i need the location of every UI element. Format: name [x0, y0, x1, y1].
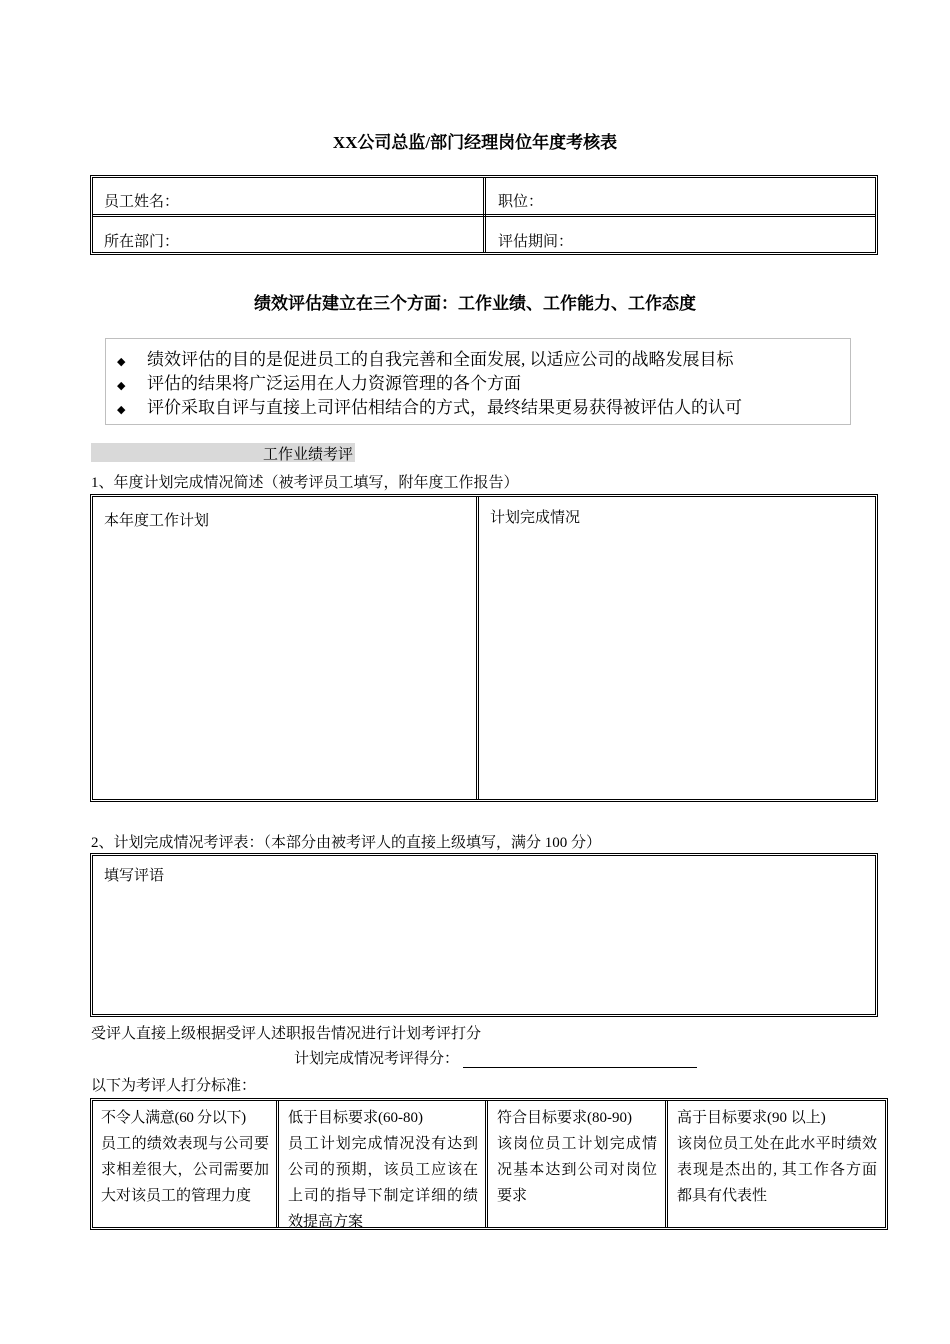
criteria-cell [95, 1103, 275, 1211]
score-row [294, 1047, 697, 1068]
score-label: 计划完成情况考评得分： [294, 1051, 460, 1067]
diamond-bullet-icon: ◆ [117, 379, 126, 392]
criteria-body: 员工计划完成情况没有达到公司的预期，该员工应该在上司的指导下制定详细的绩效提高方案 [288, 1136, 478, 1230]
criteria-divider [485, 1101, 488, 1227]
criteria-cell [282, 1103, 484, 1237]
plan-table-divider [476, 497, 479, 799]
question-1-label: 1、年度计划完成情况简述（被考评员工填写，附年度工作报告） [91, 475, 519, 491]
evaluation-period-field[interactable]: 评估期间： [498, 234, 574, 250]
annual-plan-table [90, 494, 878, 802]
section-header-label: 工作业绩考评 [262, 447, 353, 463]
list-item: ◆ 评价采取自评与直接上司评估相结合的方式，最终结果更易获得被评估人的认可 [117, 398, 742, 417]
list-item: ◆ 评估的结果将广泛运用在人力资源管理的各个方面 [117, 374, 521, 393]
criteria-divider [276, 1101, 279, 1227]
criteria-intro: 以下为考评人打分标准： [91, 1078, 257, 1094]
criteria-cell [671, 1103, 883, 1211]
comment-box [90, 853, 878, 1017]
criteria-body: 该岗位员工计划完成情况基本达到公司对岗位要求 [497, 1136, 657, 1204]
list-item: ◆ 绩效评估的目的是促进员工的自我完善和全面发展, 以适应公司的战略发展目标 [117, 350, 734, 369]
scoring-criteria-table [90, 1098, 888, 1230]
criteria-divider [665, 1101, 668, 1227]
criteria-body: 员工的绩效表现与公司要求相差很大，公司需要加大对该员工的管理力度 [101, 1136, 269, 1204]
question-2-label: 2、计划完成情况考评表：（本部分由被考评人的直接上级填写，满分 100 分） [91, 835, 602, 851]
diamond-bullet-icon: ◆ [117, 403, 126, 416]
criteria-body: 该岗位员工处在此水平时绩效表现是杰出的, 其工作各方面都具有代表性 [677, 1136, 877, 1204]
criteria-heading: 高于目标要求(90 以上) [677, 1110, 826, 1126]
criteria-heading: 不令人满意(60 分以下) [101, 1110, 246, 1126]
criteria-cell [491, 1103, 663, 1211]
criteria-heading: 低于目标要求(60-80) [288, 1110, 423, 1126]
employee-name-field[interactable]: 员工姓名： [104, 194, 180, 210]
supervisor-note: 受评人直接上级根据受评人述职报告情况进行计划考评打分 [91, 1026, 482, 1042]
comment-field[interactable]: 填写评语 [104, 868, 165, 884]
section-subtitle: 绩效评估建立在三个方面：工作业绩、工作能力、工作态度 [254, 294, 696, 313]
department-field[interactable]: 所在部门： [104, 234, 180, 250]
annual-plan-cell[interactable]: 本年度工作计划 [104, 513, 210, 529]
position-field[interactable]: 职位： [498, 194, 544, 210]
page-title: XX公司总监/部门经理岗位年度考核表 [332, 133, 618, 152]
criteria-heading: 符合目标要求(80-90) [497, 1110, 632, 1126]
employee-info-table [90, 175, 878, 255]
diamond-bullet-icon: ◆ [117, 355, 126, 368]
score-input-line[interactable] [463, 1052, 697, 1068]
plan-completion-cell[interactable]: 计划完成情况 [490, 510, 581, 526]
section-header-bar [91, 443, 355, 462]
